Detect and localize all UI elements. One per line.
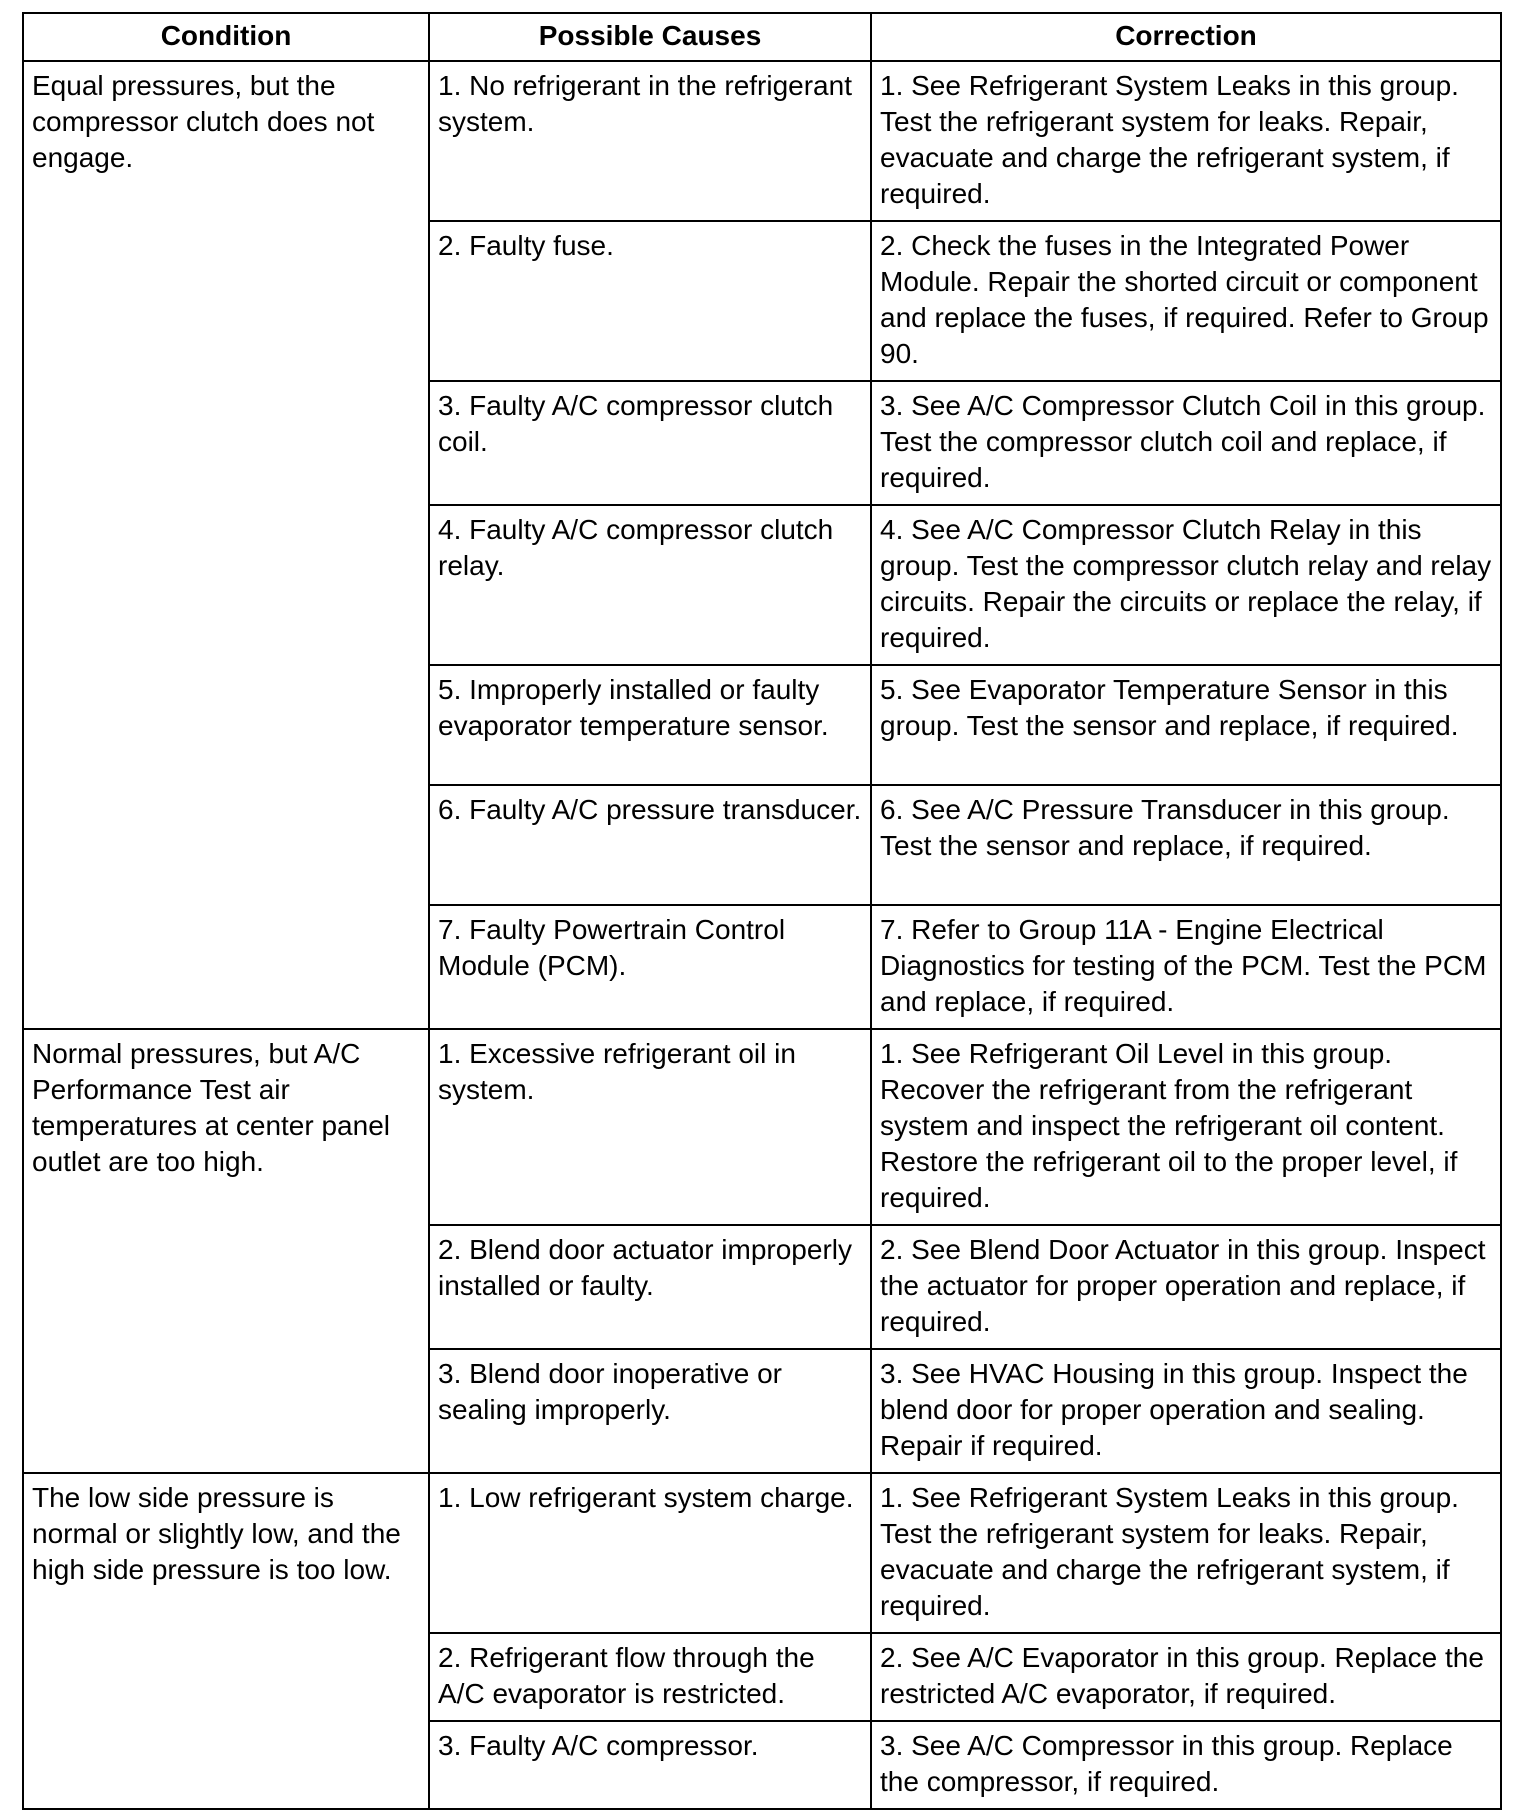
condition-cell: Normal pressures, but A/C Performance Test air temperatures at center panel outlet are too high.	[23, 1029, 429, 1473]
correction-cell: 2. See Blend Door Actuator in this group. Inspect the actuator for proper operation and replace, if required.	[871, 1225, 1501, 1349]
header-correction: Correction	[871, 13, 1501, 61]
header-condition: Condition	[23, 13, 429, 61]
cause-cell: 1. Low refrigerant system charge.	[429, 1473, 871, 1633]
correction-cell: 6. See A/C Pressure Transducer in this group. Test the sensor and replace, if required.	[871, 785, 1501, 905]
correction-cell: 3. See HVAC Housing in this group. Inspect the blend door for proper operation and sealing. Repair if required.	[871, 1349, 1501, 1473]
correction-cell: 1. See Refrigerant System Leaks in this group. Test the refrigerant system for leaks. Repair, evacuate and charge the refrigerant system, if required.	[871, 1473, 1501, 1633]
cause-cell: 3. Faulty A/C compressor.	[429, 1721, 871, 1809]
correction-cell: 7. Refer to Group 11A - Engine Electrical Diagnostics for testing of the PCM. Test the PCM and replace, if required.	[871, 905, 1501, 1029]
diagnosis-table	[22, 12, 1502, 1810]
cause-cell: 1. Excessive refrigerant oil in system.	[429, 1029, 871, 1225]
correction-cell: 5. See Evaporator Temperature Sensor in this group. Test the sensor and replace, if required.	[871, 665, 1501, 785]
correction-cell: 3. See A/C Compressor Clutch Coil in this group. Test the compressor clutch coil and replace, if required.	[871, 381, 1501, 505]
cause-cell: 2. Faulty fuse.	[429, 221, 871, 381]
cause-cell: 1. No refrigerant in the refrigerant system.	[429, 61, 871, 221]
correction-cell: 1. See Refrigerant System Leaks in this group. Test the refrigerant system for leaks. Repair, evacuate and charge the refrigerant system, if required.	[871, 61, 1501, 221]
correction-cell: 2. Check the fuses in the Integrated Power Module. Repair the shorted circuit or component and replace the fuses, if required. Refer to Group 90.	[871, 221, 1501, 381]
header-possible-causes: Possible Causes	[429, 13, 871, 61]
table-row	[23, 61, 1501, 221]
header-row	[23, 13, 1501, 61]
correction-cell: 1. See Refrigerant Oil Level in this group. Recover the refrigerant from the refrigerant system and inspect the refrigerant oil content. Restore the refrigerant oil to the proper level, if required.	[871, 1029, 1501, 1225]
condition-cell: Equal pressures, but the compressor clutch does not engage.	[23, 61, 429, 1029]
table-row	[23, 1029, 1501, 1225]
correction-cell: 4. See A/C Compressor Clutch Relay in this group. Test the compressor clutch relay and relay circuits. Repair the circuits or replace the relay, if required.	[871, 505, 1501, 665]
cause-cell: 5. Improperly installed or faulty evaporator temperature sensor.	[429, 665, 871, 785]
correction-cell: 2. See A/C Evaporator in this group. Replace the restricted A/C evaporator, if required.	[871, 1633, 1501, 1721]
correction-cell: 3. See A/C Compressor in this group. Replace the compressor, if required.	[871, 1721, 1501, 1809]
cause-cell: 3. Faulty A/C compressor clutch coil.	[429, 381, 871, 505]
cause-cell: 7. Faulty Powertrain Control Module (PCM).	[429, 905, 871, 1029]
condition-cell: The low side pressure is normal or slightly low, and the high side pressure is too low.	[23, 1473, 429, 1809]
cause-cell: 3. Blend door inoperative or sealing improperly.	[429, 1349, 871, 1473]
table-row	[23, 1473, 1501, 1633]
cause-cell: 2. Refrigerant flow through the A/C evaporator is restricted.	[429, 1633, 871, 1721]
cause-cell: 4. Faulty A/C compressor clutch relay.	[429, 505, 871, 665]
cause-cell: 6. Faulty A/C pressure transducer.	[429, 785, 871, 905]
cause-cell: 2. Blend door actuator improperly installed or faulty.	[429, 1225, 871, 1349]
